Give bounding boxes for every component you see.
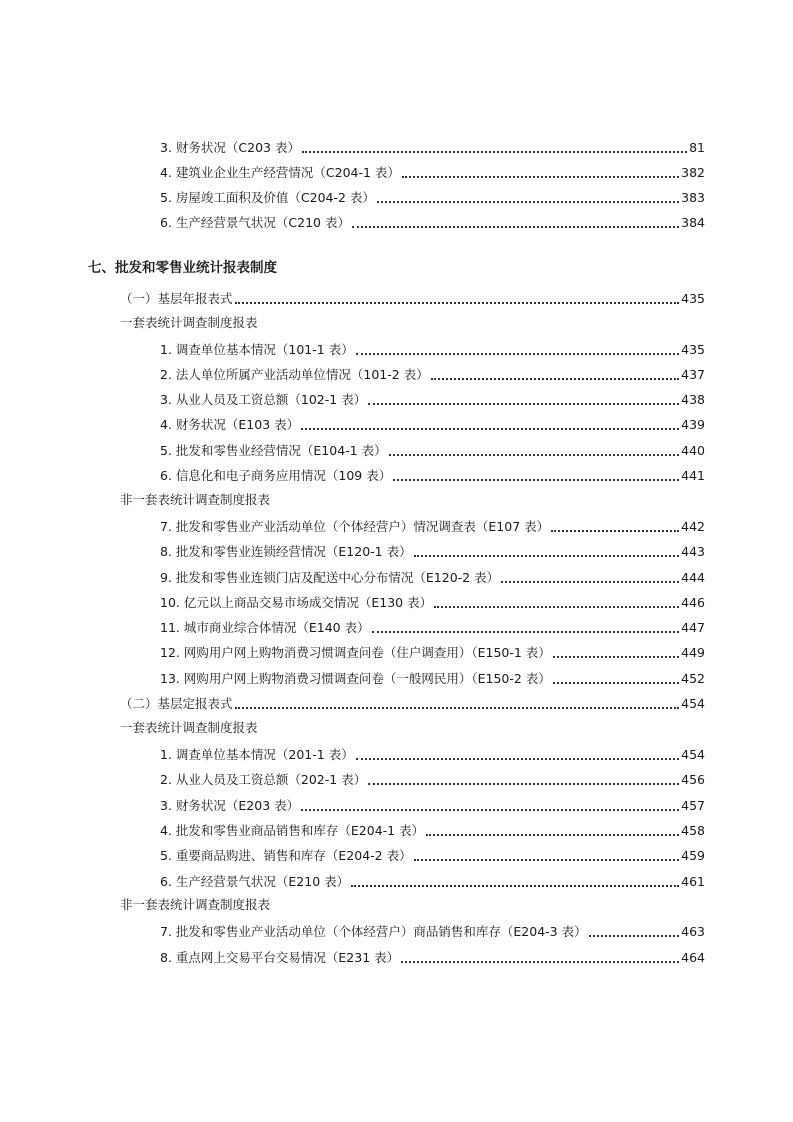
entry-page: 442 — [681, 519, 705, 534]
toc-entry[interactable] — [160, 334, 705, 358]
entry-label: （一）基层年报表式 — [120, 291, 233, 306]
entry-label: 5. 重要商品购进、销售和库存（E204-2 表） — [160, 848, 412, 863]
toc-entry[interactable] — [160, 663, 705, 687]
entry-page: 463 — [681, 924, 705, 939]
leader-dots — [356, 353, 679, 355]
entry-label: 1. 调查单位基本情况（201-1 表） — [160, 747, 354, 762]
entry-label: 7. 批发和零售业产业活动单位（个体经营户）商品销售和库存（E204-3 表） — [160, 924, 587, 939]
entry-label: 11. 城市商业综合体情况（E140 表） — [160, 620, 370, 635]
toc-entry[interactable] — [160, 384, 705, 408]
entry-page: 452 — [681, 671, 705, 686]
entry-page: 443 — [681, 544, 705, 559]
entry-page: 458 — [681, 823, 705, 838]
entry-label: 6. 生产经营景气状况（C210 表） — [160, 215, 350, 230]
leader-dots — [368, 403, 679, 405]
toc-entry[interactable] — [120, 283, 705, 307]
leader-dots — [426, 834, 679, 836]
leader-dots — [434, 606, 679, 608]
entry-label: 7. 批发和零售业产业活动单位（个体经营户）情况调查表（E107 表） — [160, 519, 550, 534]
toc-entry[interactable] — [160, 435, 705, 459]
toc-entry[interactable] — [160, 764, 705, 788]
entry-label: 5. 批发和零售业经营情况（E104-1 表） — [160, 443, 387, 458]
toc-entry[interactable] — [160, 739, 705, 763]
entry-page: 384 — [681, 215, 705, 230]
leader-dots — [401, 961, 679, 963]
toc-entry[interactable] — [160, 587, 705, 611]
entry-label: 4. 财务状况（E103 表） — [160, 417, 300, 432]
toc-entry[interactable] — [160, 866, 705, 890]
entry-label: （二）基层定报表式 — [120, 696, 233, 711]
leader-dots — [553, 656, 679, 658]
entry-page: 440 — [681, 443, 705, 458]
leader-dots — [414, 555, 680, 557]
entry-page: 446 — [681, 595, 705, 610]
leader-dots — [302, 151, 687, 153]
entry-page: 383 — [681, 190, 705, 205]
entry-page: 449 — [681, 645, 705, 660]
entry-page: 456 — [681, 772, 705, 787]
leader-dots — [372, 631, 680, 633]
entry-label: 6. 信息化和电子商务应用情况（109 表） — [160, 468, 392, 483]
entry-label: 8. 重点网上交易平台交易情况（E231 表） — [160, 950, 400, 965]
entry-label: 4. 建筑业企业生产经营情况（C204-1 表） — [160, 165, 400, 180]
entry-page: 441 — [681, 468, 705, 483]
entry-page: 454 — [681, 696, 705, 711]
toc-entry[interactable] — [160, 840, 705, 864]
entry-label: 13. 网购用户网上购物消费习惯调查问卷（一般网民用）（E150-2 表） — [160, 671, 551, 686]
toc-entry[interactable] — [160, 460, 705, 484]
toc-entry[interactable] — [160, 815, 705, 839]
entry-page: 437 — [681, 367, 705, 382]
entry-page: 457 — [681, 798, 705, 813]
entry-label: 3. 财务状况（C203 表） — [160, 140, 300, 155]
toc-entry[interactable] — [160, 511, 705, 535]
entry-label: 2. 从业人员及工资总额（202-1 表） — [160, 772, 367, 787]
leader-dots — [368, 783, 679, 785]
toc-entry[interactable] — [160, 942, 705, 966]
toc-entry[interactable] — [160, 916, 705, 940]
toc-entry[interactable] — [160, 132, 705, 156]
toc-entry[interactable] — [160, 182, 705, 206]
toc-entry[interactable] — [160, 536, 705, 560]
leader-dots — [589, 935, 680, 937]
leader-dots — [235, 302, 680, 304]
leader-dots — [393, 479, 679, 481]
entry-page: 444 — [681, 570, 705, 585]
leader-dots — [235, 707, 680, 709]
entry-page: 454 — [681, 747, 705, 762]
entry-page: 464 — [681, 950, 705, 965]
subgroup-title: 一套表统计调查制度报表 — [120, 720, 258, 735]
subgroup-title: 非一套表统计调查制度报表 — [120, 492, 271, 507]
leader-dots — [551, 530, 679, 532]
entry-label: 8. 批发和零售业连锁经营情况（E120-1 表） — [160, 544, 412, 559]
entry-label: 1. 调查单位基本情况（101-1 表） — [160, 342, 354, 357]
leader-dots — [352, 226, 679, 228]
leader-dots — [501, 581, 679, 583]
toc-entry[interactable] — [160, 207, 705, 231]
entry-label: 2. 法人单位所属产业活动单位情况（101-2 表） — [160, 367, 429, 382]
toc-entry[interactable] — [160, 612, 705, 636]
entry-label: 9. 批发和零售业连锁门店及配送中心分布情况（E120-2 表） — [160, 570, 500, 585]
toc-entry[interactable] — [160, 790, 705, 814]
subgroup-title: 一套表统计调查制度报表 — [120, 315, 258, 330]
leader-dots — [414, 859, 680, 861]
toc-entry[interactable] — [160, 562, 705, 586]
entry-label: 5. 房屋竣工面积及价值（C204-2 表） — [160, 190, 375, 205]
leader-dots — [377, 201, 679, 203]
entry-page: 459 — [681, 848, 705, 863]
leader-dots — [356, 758, 679, 760]
entry-page: 435 — [681, 291, 705, 306]
toc-entry[interactable] — [160, 157, 705, 181]
entry-page: 382 — [681, 165, 705, 180]
entry-label: 10. 亿元以上商品交易市场成交情况（E130 表） — [160, 595, 433, 610]
toc-entry[interactable] — [120, 688, 705, 712]
entry-label: 3. 财务状况（E203 表） — [160, 798, 300, 813]
entry-page: 81 — [689, 140, 705, 155]
entry-page: 438 — [681, 392, 705, 407]
entry-page: 461 — [681, 874, 705, 889]
entry-label: 6. 生产经营景气状况（E210 表） — [160, 874, 350, 889]
leader-dots — [402, 176, 679, 178]
entry-label: 4. 批发和零售业商品销售和库存（E204-1 表） — [160, 823, 425, 838]
section-title: 七、批发和零售业统计报表制度 — [88, 260, 277, 276]
leader-dots — [553, 682, 679, 684]
leader-dots — [389, 454, 680, 456]
entry-page: 439 — [681, 417, 705, 432]
toc-entry[interactable] — [160, 359, 705, 383]
entry-label: 3. 从业人员及工资总额（102-1 表） — [160, 392, 367, 407]
leader-dots — [431, 378, 679, 380]
toc-entry[interactable] — [160, 409, 705, 433]
leader-dots — [351, 885, 679, 887]
entry-page: 447 — [681, 620, 705, 635]
toc-entry[interactable] — [160, 637, 705, 661]
leader-dots — [301, 809, 679, 811]
leader-dots — [301, 428, 679, 430]
entry-label: 12. 网购用户网上购物消费习惯调查问卷（住户调查用）（E150-1 表） — [160, 645, 551, 660]
entry-page: 435 — [681, 342, 705, 357]
subgroup-title: 非一套表统计调查制度报表 — [120, 897, 271, 912]
